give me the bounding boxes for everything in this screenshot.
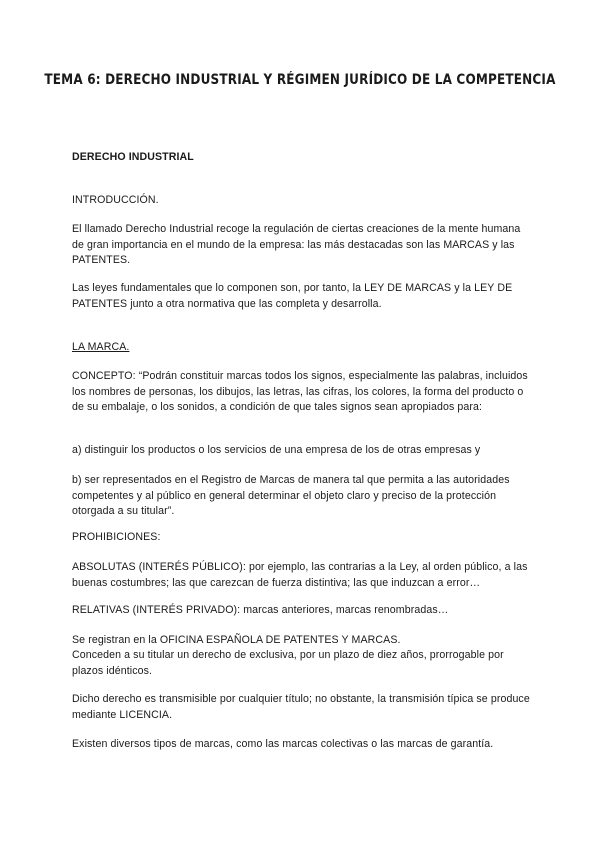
registro-line-2: Conceden a su titular un derecho de exclusiva, por un plazo de diez años, prorrogable por plazos idénticos. [72, 649, 504, 677]
concepto-paragraph: CONCEPTO: “Podrán constituir marcas todos los signos, especialmente las palabras, incluidos los nombres de personas, los dibujos, las letras, las cifras, los colores, la forma del producto o de su embalaje, o los sonidos, a condición de que tales signos sean apropiados para: [72, 370, 528, 413]
prohibiciones-heading: PROHIBICIONES: [72, 531, 161, 543]
marca-heading: LA MARCA. [72, 341, 130, 353]
intro-paragraph-2: Las leyes fundamentales que lo componen son, por tanto, la LEY DE MARCAS y la LEY DE PATENTES junto a otra normativa que las completa y desarrolla. [72, 282, 513, 310]
concepto-item-a: a) distinguir los productos o los servicios de una empresa de los de otras empresas y [72, 444, 481, 456]
page-title: TEMA 6: DERECHO INDUSTRIAL Y RÉGIMEN JURÍDICO DE LA COMPETENCIA [44, 72, 556, 88]
transmision-paragraph: Dicho derecho es transmisible por cualquier título; no obstante, la transmisión típica se produce mediante LICENCIA. [72, 693, 530, 721]
concepto-item-b: b) ser representados en el Registro de Marcas de manera tal que permita a las autoridades competentes y al público en general determinar el objeto claro y preciso de la protección otorgada a su titular”. [72, 474, 510, 517]
prohibiciones-absolutas: ABSOLUTAS (INTERÉS PÚBLICO): por ejemplo, las contrarias a la Ley, al orden público, a las buenas costumbres; las que carezcan de fuerza distintiva; las que induzcan a error… [72, 561, 528, 589]
intro-paragraph-1: El llamado Derecho Industrial recoge la regulación de ciertas creaciones de la mente humana de gran importancia en el mundo de la empresa: las más destacadas son las MARCAS y las PATENTES. [72, 223, 521, 266]
registro-line-1: Se registran en la OFICINA ESPAÑOLA DE PATENTES Y MARCAS. [72, 634, 401, 646]
tipos-paragraph: Existen diversos tipos de marcas, como las marcas colectivas o las marcas de garantía. [72, 738, 494, 750]
prohibiciones-relativas: RELATIVAS (INTERÉS PRIVADO): marcas anteriores, marcas renombradas… [72, 604, 449, 616]
section-heading: DERECHO INDUSTRIAL [72, 151, 194, 163]
intro-heading: INTRODUCCIÓN. [72, 194, 159, 206]
